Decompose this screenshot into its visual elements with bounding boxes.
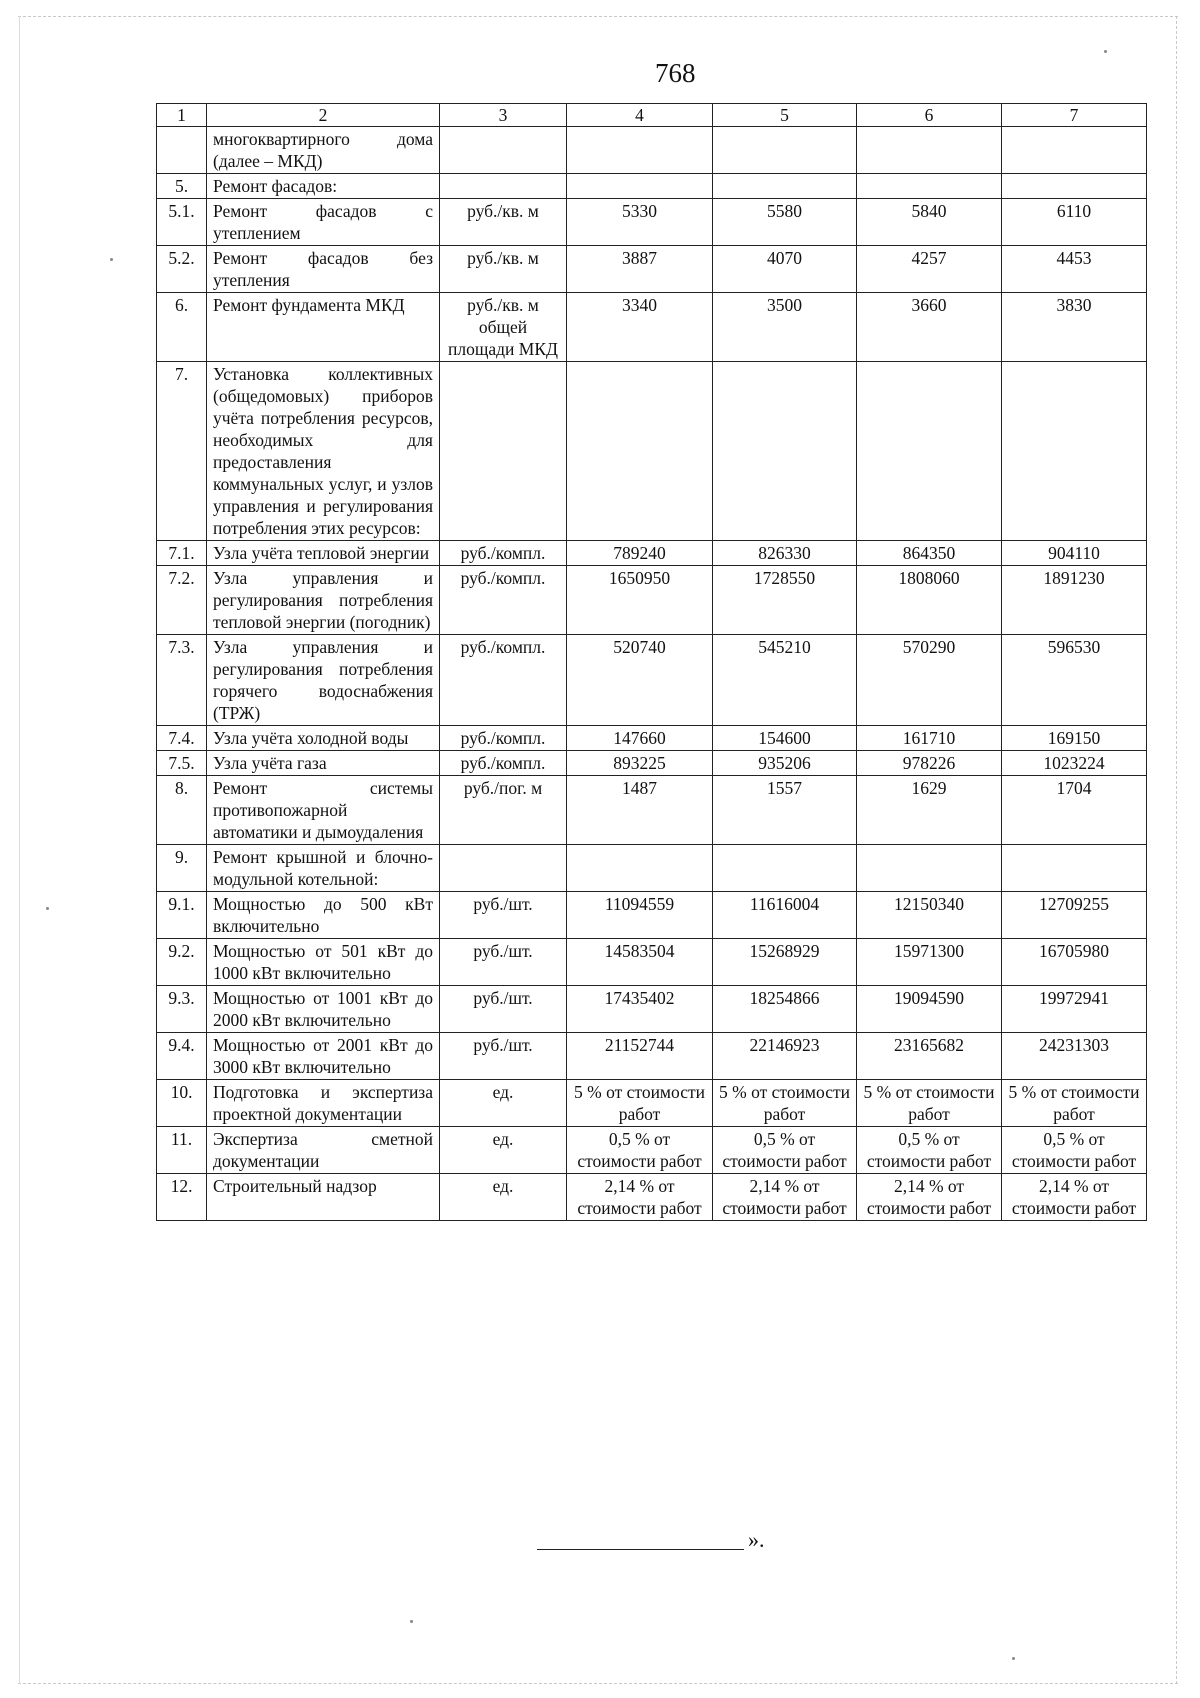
table-row	[157, 1127, 1147, 1174]
value-col4: 14583504	[567, 939, 713, 986]
unit: руб./пог. м	[440, 776, 567, 845]
value-col5: 1557	[713, 776, 857, 845]
value-col4: 3887	[567, 246, 713, 293]
value-col5: 545210	[713, 635, 857, 726]
value-col6: 3660	[857, 293, 1002, 362]
unit: руб./компл.	[440, 726, 567, 751]
value-col6	[857, 362, 1002, 541]
row-number: 12.	[157, 1174, 207, 1221]
value-col7: 16705980	[1002, 939, 1147, 986]
value-col5: 11616004	[713, 892, 857, 939]
value-col7: 169150	[1002, 726, 1147, 751]
value-col7: 19972941	[1002, 986, 1147, 1033]
table-row	[157, 246, 1147, 293]
row-number: 9.3.	[157, 986, 207, 1033]
value-col7: 1704	[1002, 776, 1147, 845]
unit	[440, 845, 567, 892]
unit: руб./шт.	[440, 939, 567, 986]
work-name: Ремонт системы противопожарной автоматики и дымоудаления	[207, 776, 440, 845]
row-number: 9.1.	[157, 892, 207, 939]
work-name: Ремонт крышной и блочно-модульной котельной:	[207, 845, 440, 892]
value-col4: 2,14 % от стоимости работ	[567, 1174, 713, 1221]
value-col7: 1891230	[1002, 566, 1147, 635]
unit: руб./кв. м	[440, 199, 567, 246]
table-row	[157, 127, 1147, 174]
value-col6: 12150340	[857, 892, 1002, 939]
value-col7: 904110	[1002, 541, 1147, 566]
table-row	[157, 845, 1147, 892]
unit	[440, 174, 567, 199]
value-col6: 15971300	[857, 939, 1002, 986]
scan-edge-right	[1176, 16, 1177, 1684]
row-number: 7.1.	[157, 541, 207, 566]
value-col6: 161710	[857, 726, 1002, 751]
unit: руб./шт.	[440, 1033, 567, 1080]
table-row	[157, 986, 1147, 1033]
value-col4: 0,5 % от стоимости работ	[567, 1127, 713, 1174]
value-col4: 789240	[567, 541, 713, 566]
page-number: 768	[655, 58, 696, 88]
closing-line	[537, 1549, 744, 1550]
work-name: Ремонт фасадов:	[207, 174, 440, 199]
value-col4	[567, 174, 713, 199]
value-col5	[713, 845, 857, 892]
value-col5: 5580	[713, 199, 857, 246]
unit: ед.	[440, 1080, 567, 1127]
value-col7: 596530	[1002, 635, 1147, 726]
row-number: 7.5.	[157, 751, 207, 776]
work-name: Узла учёта газа	[207, 751, 440, 776]
work-name: Мощностью до 500 кВт включительно	[207, 892, 440, 939]
closing-quote-mark: ».	[748, 1527, 765, 1552]
value-col5: 3500	[713, 293, 857, 362]
value-col6: 1808060	[857, 566, 1002, 635]
value-col7: 6110	[1002, 199, 1147, 246]
value-col4	[567, 127, 713, 174]
value-col7: 12709255	[1002, 892, 1147, 939]
value-col5: 18254866	[713, 986, 857, 1033]
value-col6: 0,5 % от стоимости работ	[857, 1127, 1002, 1174]
value-col7: 3830	[1002, 293, 1147, 362]
row-number: 9.	[157, 845, 207, 892]
value-col7: 24231303	[1002, 1033, 1147, 1080]
table-row	[157, 892, 1147, 939]
col-header-2: 2	[207, 104, 440, 127]
value-col6: 978226	[857, 751, 1002, 776]
scan-speck	[46, 907, 49, 910]
work-name: Мощностью от 2001 кВт до 3000 кВт включительно	[207, 1033, 440, 1080]
row-number: 8.	[157, 776, 207, 845]
work-name: Узла учёта холодной воды	[207, 726, 440, 751]
scan-edge-top	[18, 16, 1178, 17]
value-col6: 1629	[857, 776, 1002, 845]
value-col4	[567, 845, 713, 892]
value-col6: 5 % от стоимости работ	[857, 1080, 1002, 1127]
value-col5	[713, 127, 857, 174]
value-col7	[1002, 174, 1147, 199]
value-col4: 1487	[567, 776, 713, 845]
table-row	[157, 293, 1147, 362]
work-name: многоквартирного дома (далее – МКД)	[207, 127, 440, 174]
unit: руб./кв. м	[440, 246, 567, 293]
row-number: 11.	[157, 1127, 207, 1174]
work-name: Узла управления и регулирования потребления горячего водоснабжения (ТРЖ)	[207, 635, 440, 726]
value-col4: 21152744	[567, 1033, 713, 1080]
scan-edge-bottom	[18, 1683, 1178, 1684]
value-col7: 0,5 % от стоимости работ	[1002, 1127, 1147, 1174]
row-number: 9.4.	[157, 1033, 207, 1080]
value-col7: 1023224	[1002, 751, 1147, 776]
value-col6	[857, 845, 1002, 892]
row-number: 7.2.	[157, 566, 207, 635]
value-col5: 4070	[713, 246, 857, 293]
table-row	[157, 1080, 1147, 1127]
work-name: Подготовка и экспертиза проектной документации	[207, 1080, 440, 1127]
value-col7: 5 % от стоимости работ	[1002, 1080, 1147, 1127]
value-col5: 154600	[713, 726, 857, 751]
value-col5	[713, 362, 857, 541]
value-col6: 5840	[857, 199, 1002, 246]
value-col4: 5 % от стоимости работ	[567, 1080, 713, 1127]
value-col6: 4257	[857, 246, 1002, 293]
value-col6: 19094590	[857, 986, 1002, 1033]
unit: руб./компл.	[440, 751, 567, 776]
work-name: Ремонт фасадов с утеплением	[207, 199, 440, 246]
unit: ед.	[440, 1127, 567, 1174]
row-number: 5.2.	[157, 246, 207, 293]
row-number: 5.1.	[157, 199, 207, 246]
value-col4	[567, 362, 713, 541]
scan-speck	[1012, 1657, 1015, 1660]
unit: руб./компл.	[440, 541, 567, 566]
row-number: 6.	[157, 293, 207, 362]
value-col4: 893225	[567, 751, 713, 776]
col-header-6: 6	[857, 104, 1002, 127]
value-col7	[1002, 362, 1147, 541]
value-col5: 826330	[713, 541, 857, 566]
table-row	[157, 1174, 1147, 1221]
value-col4: 520740	[567, 635, 713, 726]
row-number	[157, 127, 207, 174]
value-col7	[1002, 127, 1147, 174]
value-col7: 2,14 % от стоимости работ	[1002, 1174, 1147, 1221]
row-number: 9.2.	[157, 939, 207, 986]
value-col5: 935206	[713, 751, 857, 776]
unit: руб./шт.	[440, 986, 567, 1033]
table-row	[157, 1033, 1147, 1080]
value-col6: 864350	[857, 541, 1002, 566]
table-row	[157, 751, 1147, 776]
value-col5	[713, 174, 857, 199]
work-name: Ремонт фасадов без утепления	[207, 246, 440, 293]
scan-edge-left	[19, 16, 20, 1684]
value-col4: 3340	[567, 293, 713, 362]
unit	[440, 362, 567, 541]
work-name: Экспертиза сметной документации	[207, 1127, 440, 1174]
work-name: Мощностью от 501 кВт до 1000 кВт включительно	[207, 939, 440, 986]
value-col4: 1650950	[567, 566, 713, 635]
scan-speck	[410, 1620, 413, 1623]
col-header-3: 3	[440, 104, 567, 127]
unit: руб./кв. м общей площади МКД	[440, 293, 567, 362]
unit: руб./шт.	[440, 892, 567, 939]
row-number: 5.	[157, 174, 207, 199]
work-name: Строительный надзор	[207, 1174, 440, 1221]
table-row	[157, 635, 1147, 726]
value-col6: 2,14 % от стоимости работ	[857, 1174, 1002, 1221]
scan-speck	[110, 258, 113, 261]
table-row	[157, 566, 1147, 635]
col-header-4: 4	[567, 104, 713, 127]
row-number: 7.3.	[157, 635, 207, 726]
row-number: 7.	[157, 362, 207, 541]
work-name: Мощностью от 1001 кВт до 2000 кВт включительно	[207, 986, 440, 1033]
value-col4: 5330	[567, 199, 713, 246]
table-row	[157, 362, 1147, 541]
unit: руб./компл.	[440, 635, 567, 726]
value-col7	[1002, 845, 1147, 892]
unit: ед.	[440, 1174, 567, 1221]
value-col5: 2,14 % от стоимости работ	[713, 1174, 857, 1221]
value-col5: 15268929	[713, 939, 857, 986]
table-row	[157, 199, 1147, 246]
value-col5: 5 % от стоимости работ	[713, 1080, 857, 1127]
value-col5: 1728550	[713, 566, 857, 635]
work-name: Узла учёта тепловой энергии	[207, 541, 440, 566]
work-name: Установка коллективных (общедомовых) приборов учёта потребления ресурсов, необходимых для предоставления коммунальных услуг, и узлов управления и регулирования потребления этих ресурсов:	[207, 362, 440, 541]
row-number: 10.	[157, 1080, 207, 1127]
value-col6: 570290	[857, 635, 1002, 726]
table-row	[157, 541, 1147, 566]
rates-table	[156, 103, 1147, 1221]
value-col6	[857, 174, 1002, 199]
value-col7: 4453	[1002, 246, 1147, 293]
col-header-7: 7	[1002, 104, 1147, 127]
col-header-5: 5	[713, 104, 857, 127]
col-header-1: 1	[157, 104, 207, 127]
table-row	[157, 776, 1147, 845]
table-row	[157, 939, 1147, 986]
unit	[440, 127, 567, 174]
value-col4: 147660	[567, 726, 713, 751]
value-col5: 22146923	[713, 1033, 857, 1080]
value-col4: 11094559	[567, 892, 713, 939]
table-row	[157, 726, 1147, 751]
row-number: 7.4.	[157, 726, 207, 751]
scan-speck	[1104, 50, 1107, 53]
value-col5: 0,5 % от стоимости работ	[713, 1127, 857, 1174]
table-row	[157, 174, 1147, 199]
work-name: Ремонт фундамента МКД	[207, 293, 440, 362]
value-col4: 17435402	[567, 986, 713, 1033]
value-col6: 23165682	[857, 1033, 1002, 1080]
unit: руб./компл.	[440, 566, 567, 635]
work-name: Узла управления и регулирования потребления тепловой энергии (погодник)	[207, 566, 440, 635]
value-col6	[857, 127, 1002, 174]
column-number-row	[157, 104, 1147, 127]
